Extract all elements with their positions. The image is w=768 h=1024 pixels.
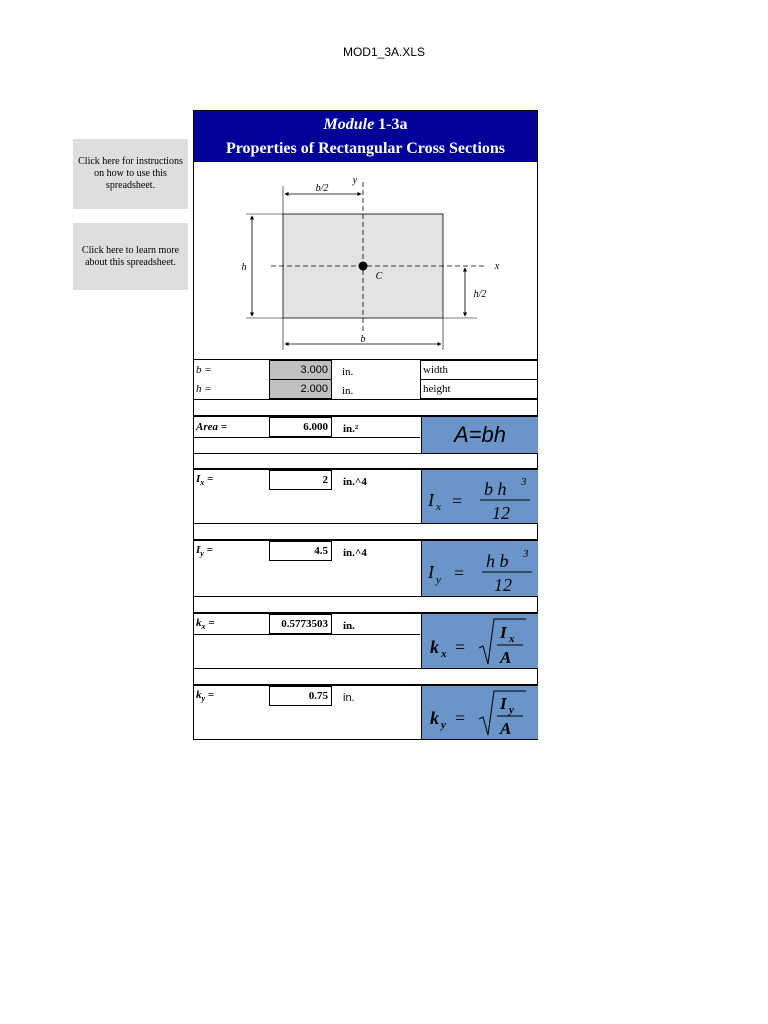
instructions-button[interactable]: Click here for instructions on how to use this spreadsheet. — [73, 139, 188, 209]
ky-label-eq: = — [205, 689, 215, 701]
svg-text:I: I — [428, 562, 434, 582]
ix-formula-box — [421, 470, 538, 523]
ix-value: 2 — [269, 470, 332, 490]
svg-text:y: y — [441, 719, 446, 731]
iy-label — [196, 541, 268, 561]
module-heading — [194, 116, 537, 134]
module-banner — [194, 111, 537, 162]
kx-formula-box — [421, 614, 538, 668]
label-h-half: h/2 — [473, 289, 487, 300]
b-input[interactable]: 3.000 — [269, 360, 332, 380]
iy-formula-box — [421, 541, 538, 596]
svg-text:12: 12 — [494, 575, 512, 595]
ix-label — [196, 470, 268, 490]
iy-label-sub: y — [200, 549, 204, 559]
svg-text:y: y — [509, 704, 514, 716]
ix-formula — [422, 470, 537, 523]
kx-label-sub: x — [201, 622, 206, 632]
divider — [194, 399, 537, 400]
iy-unit: in.^4 — [343, 547, 367, 559]
b-label: b = — [196, 364, 212, 376]
ix-label-main: I — [196, 473, 201, 485]
svg-text:b h: b h — [484, 479, 507, 499]
iy-label-eq: = — [203, 544, 213, 556]
kx-label-main: k — [196, 617, 202, 629]
page-header: MOD1_3A.XLS — [342, 45, 426, 59]
svg-text:=: = — [454, 563, 465, 583]
divider — [194, 596, 537, 597]
h-input[interactable]: 2.000 — [269, 379, 332, 399]
area-unit: in.² — [343, 423, 359, 435]
module-number: 1-3a — [374, 116, 408, 133]
svg-text:A: A — [500, 719, 512, 738]
kx-unit: in. — [343, 620, 355, 632]
svg-text:x: x — [436, 501, 441, 513]
label-centroid: C — [375, 271, 383, 282]
module-word: Module — [323, 116, 375, 133]
module-title: Properties of Rectangular Cross Sections — [225, 140, 506, 157]
svg-text:h b: h b — [486, 551, 509, 571]
ky-label — [196, 686, 268, 706]
label-b: b — [360, 334, 366, 345]
svg-text:x: x — [441, 648, 447, 660]
ky-value: 0.75 — [269, 686, 332, 706]
svg-text:12: 12 — [492, 503, 510, 523]
svg-text:k: k — [430, 708, 439, 728]
h-description: height — [420, 379, 537, 399]
svg-text:y: y — [436, 574, 441, 586]
cross-section-diagram — [194, 162, 537, 360]
divider — [194, 634, 420, 635]
label-h: h — [241, 262, 247, 273]
ky-label-main: k — [196, 689, 202, 701]
label-x-axis: x — [494, 261, 500, 272]
area-formula: A=bh — [454, 422, 506, 447]
svg-text:3: 3 — [523, 548, 529, 560]
kx-label-eq: = — [205, 617, 215, 629]
ky-formula — [422, 686, 537, 739]
ky-label-sub: y — [201, 694, 206, 704]
iy-label-main: I — [196, 544, 201, 556]
ix-label-sub: x — [200, 478, 205, 488]
area-label: Area = — [196, 421, 228, 433]
divider — [194, 668, 537, 669]
ix-label-eq: = — [204, 473, 214, 485]
kx-formula — [422, 614, 537, 668]
svg-text:A: A — [500, 648, 512, 667]
ix-unit: in.^4 — [343, 476, 367, 488]
divider — [194, 437, 420, 438]
svg-text:I: I — [500, 623, 507, 642]
svg-text:I: I — [428, 490, 434, 510]
area-value: 6.000 — [269, 417, 332, 437]
svg-text:k: k — [430, 637, 439, 657]
kx-label — [196, 614, 268, 634]
learn-more-button[interactable]: Click here to learn more about this spreadsheet. — [73, 223, 188, 290]
svg-text:x: x — [509, 633, 515, 645]
b-description: width — [420, 360, 537, 380]
h-unit: in. — [342, 385, 354, 397]
ky-formula-box — [421, 686, 538, 739]
spreadsheet-sheet — [193, 110, 538, 740]
svg-text:=: = — [455, 637, 466, 657]
b-unit: in. — [342, 366, 354, 378]
h-label: h = — [196, 383, 212, 395]
svg-text:=: = — [455, 708, 466, 728]
iy-value: 4.5 — [269, 541, 332, 561]
kx-value: 0.5773503 — [269, 614, 332, 634]
cross-section-drawing — [194, 162, 537, 359]
label-b-half: b/2 — [315, 183, 329, 194]
divider — [194, 453, 537, 454]
ky-unit: in. — [343, 692, 355, 704]
iy-formula — [422, 541, 537, 596]
centroid-dot — [359, 262, 368, 271]
svg-text:=: = — [452, 491, 463, 511]
area-formula-box — [421, 417, 538, 453]
svg-text:3: 3 — [521, 476, 527, 488]
divider — [194, 523, 537, 524]
label-y-axis: y — [352, 175, 358, 186]
svg-text:I: I — [500, 694, 507, 713]
